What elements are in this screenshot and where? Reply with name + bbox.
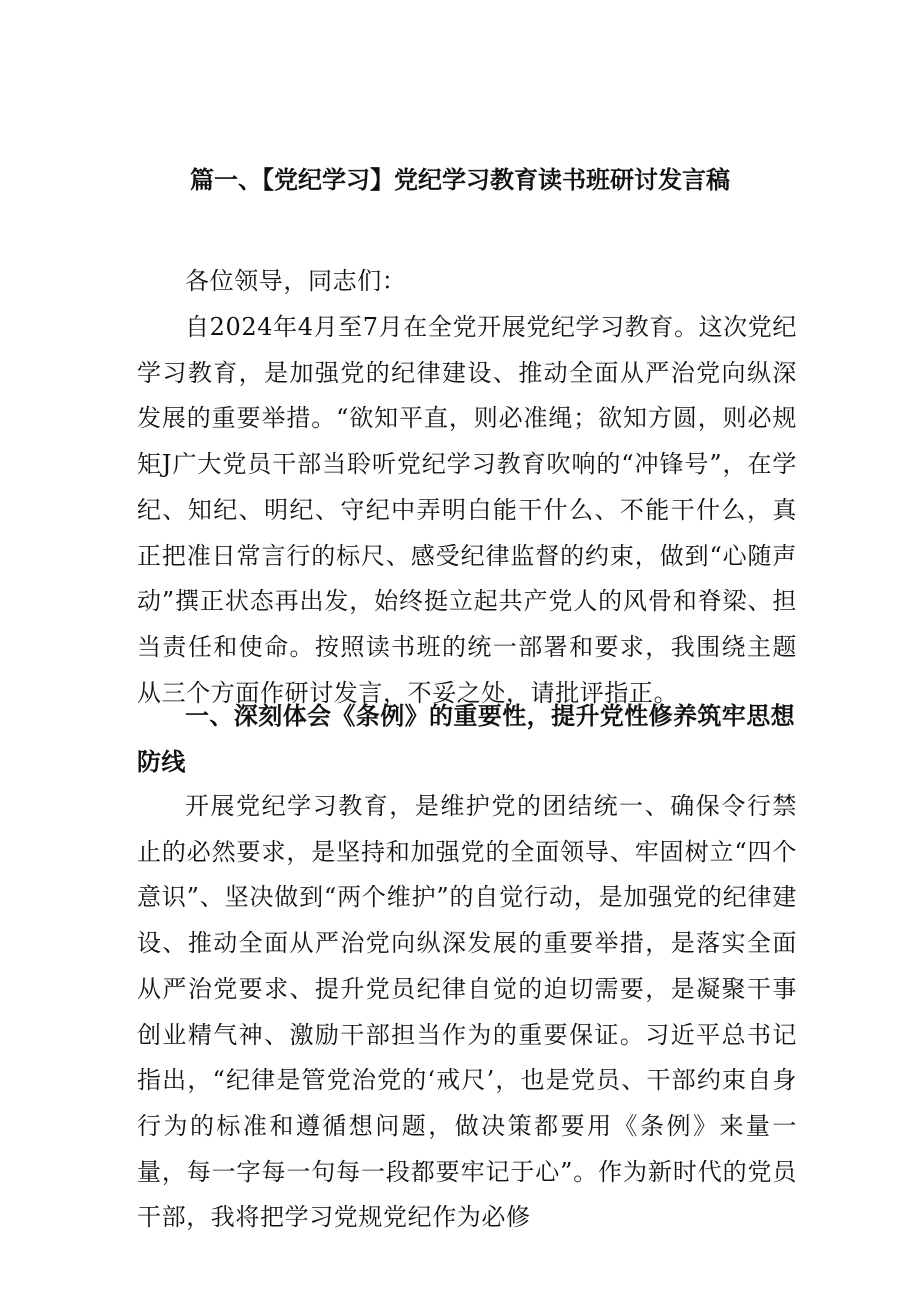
salutation: 各位领导，同志们：	[185, 267, 407, 295]
document-title: 篇一、【党纪学习】党纪学习教育读书班研讨发言稿	[190, 166, 730, 194]
paragraph-intro: 自2024年4月至7月在全党开展党纪学习教育。这次党纪学习教育，是加强党的纪律建设、推动全面从严治党向纵深发展的重要举措。“欲知平直，则必准绳；欲知方圆，则必规矩J广大党员干部当聆听党纪学习教育吹响的“冲锋号”，在学纪、知纪、明纪、守纪中弄明白能干什么、不能干什么，真正把准日常言行的标尺、感受纪律监督的约束，做到“心随声动”撰正状态再出发，始终挺立起共产党人的风骨和脊梁、担当责任和使命。按照读书班的统一部署和要求，我围绕主题从三个方面作研讨发言，不妥之处，请批评指正。	[137, 313, 797, 707]
paragraph-section-1: 开展党纪学习教育，是维护党的团结统一、确保令行禁止的必然要求，是坚持和加强党的全面领导、牢固树立“四个意识”、坚决做到“两个维护”的自觉行动，是加强党的纪律建设、推动全面从严治党向纵深发展的重要举措，是落实全面从严治党要求、提升党员纪律自觉的迫切需要，是凝聚干事创业精气神、激励干部担当作为的重要保证。习近平总书记指出，“纪律是管党治党的‘戒尺’，也是党员、干部约束自身行为的标准和遵循想问题，做决策都要用《条例》来量一量，每一字每一句每一段都要牢记于心”。作为新时代的党员干部，我将把学习党规党纪作为必修	[137, 792, 797, 1232]
section-heading-1: 一、深刻体会《条例》的重要性，提升党性修养筑牢思想防线	[137, 702, 795, 776]
